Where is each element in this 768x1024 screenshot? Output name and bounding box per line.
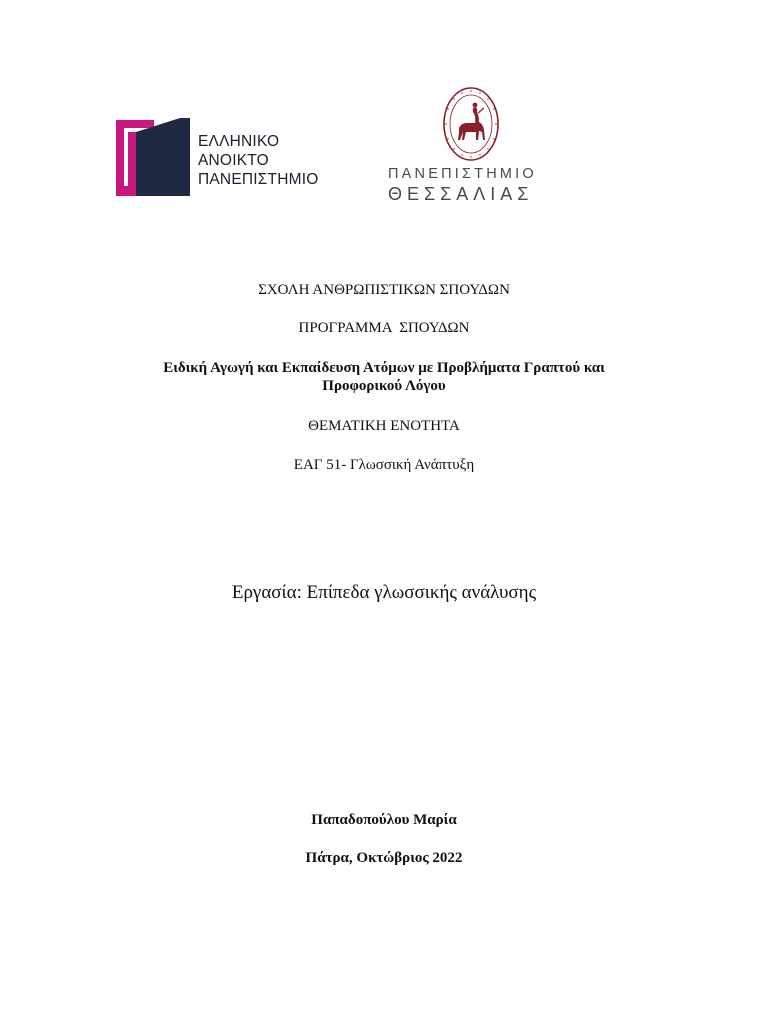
eap-logo-mark-icon	[116, 118, 190, 196]
program-label: ΠΡΟΓΡΑΜΜΑ ΣΠΟΥΔΩΝ	[298, 320, 470, 336]
eap-logo	[116, 118, 346, 198]
eap-logo-line: ΕΛΛΗΝΙΚΟ	[198, 133, 280, 150]
eap-logo-line: ΑΝΟΙΚΤΟ	[198, 152, 269, 169]
author-name: Παπαδοπούλου Μαρία	[311, 812, 457, 828]
uth-logo	[388, 86, 550, 208]
specialization-line: Ειδική Αγωγή και Εκπαίδευση Ατόμων με Προβλήματα Γραπτού και	[163, 360, 605, 376]
eap-logo-line: ΠΑΝΕΠΙΣΤΗΜΙΟ	[198, 171, 319, 188]
uth-logo-line2: ΘΕΣΣΑΛΙΑΣ	[388, 184, 534, 204]
place-date: Πάτρα, Οκτώβριος 2022	[305, 850, 463, 866]
uth-logo-line1: ΠΑΝΕΠΙΣΤΗΜΙΟ	[388, 166, 537, 182]
module-name: ΕΑΓ 51- Γλωσσική Ανάπτυξη	[293, 457, 475, 473]
specialization-line: Προφορικού Λόγου	[322, 378, 446, 394]
specialization-title	[0, 359, 768, 395]
centaur-seal-icon	[442, 86, 500, 162]
eap-logo-text	[198, 132, 318, 189]
module-label: ΘΕΜΑΤΙΚΗ ΕΝΟΤΗΤΑ	[308, 418, 460, 434]
assignment-title: Εργασία: Επίπεδα γλωσσικής ανάλυσης	[231, 582, 537, 603]
school-name: ΣΧΟΛΗ ΑΝΘΡΩΠΙΣΤΙΚΩΝ ΣΠΟΥΔΩΝ	[258, 282, 510, 298]
